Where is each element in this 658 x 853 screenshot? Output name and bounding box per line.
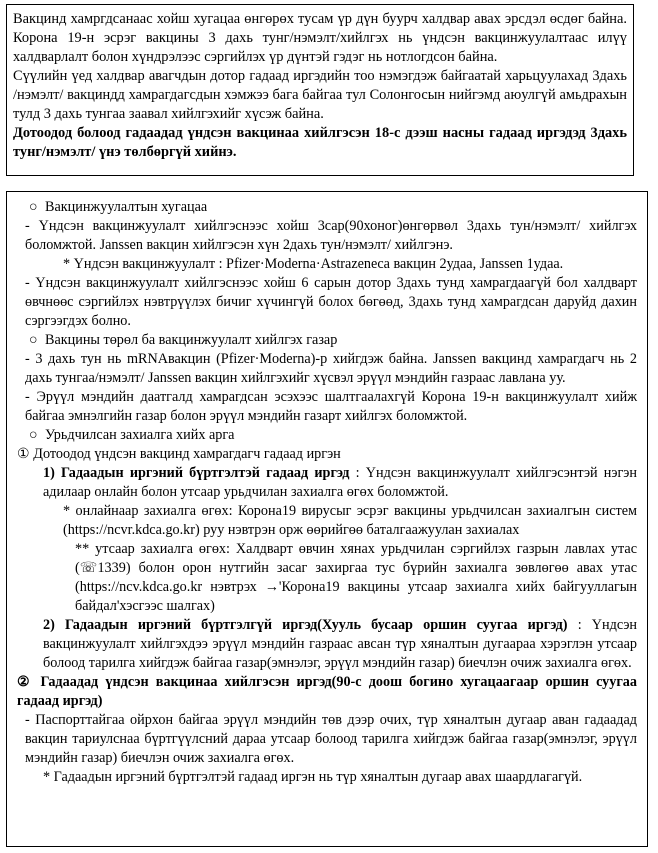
category-2-item: - Паспорттайгаа ойрхон байгаа эрүүл мэндийн төв дээр очих, түр хяналтын дугаар аван гадаадад вакцин тариулснаа бүртгүүлсний дараа утсаар болоод тарилга хийгдэж байгаа газар(эмнэлэг, эрүүл мэндийн газар) биечлэн очиж захиалга өгөх. [25,712,637,766]
reservation-registered: 1) Гадаадын иргэний бүртгэлтэй гадаад иргэд : Үндсэн вакцинжуулалт хийлгэсэнтэй нэгэн адилаар онлайн болон утсаар урьдчилан захиалга өгөх боломжтой. [43,465,637,500]
circle-bullet-icon: ○ [29,427,38,443]
circled-one-icon: ① [17,446,30,462]
period-item-2: - Үндсэн вакцинжуулалт хийлгэснээс хойш 6 сарын дотор 3дахь тунд хамрагдаагүй бол халдварт өвчнөөс сэргийлэх нэвтрүүлэх бичиг хүчингүй болох бөгөөд, 3дахь тунд хамрагдсан даруйд дахин сэргээгдэх болно. [25,275,637,329]
circle-bullet-icon: ○ [29,332,38,348]
type-item-2: - Эрүүл мэндийн даатгалд хамрагдсан эсэхээс шалтгаалахгүй Корона 19-н вакцинжуулалт хийж байгаа эмнэлгийн газар болон эрүүл мэндийн газарт хийлгэх боломжтой. [25,389,637,424]
circle-bullet-icon: ○ [29,199,38,215]
period-note: * Үндсэн вакцинжуулалт : Pfizer·Moderna·Astrazeneca вакцин 2удаа, Janssen 1удаа. [63,256,564,272]
phone-reservation-note: ** утсаар захиалга өгөх: Халдварт өвчин хянах урьдчилан сэргийлэх газрын лавлах утас (☏1339) болон орон нутгийн засаг захиргаа тус бүрийн захиалга зөвлөгөө авах утас (https://ncv.kdca.go.kr нэвтрэх →'Корона19 вакцины утсаар захиалга хийх байгууллагын байдал'хэсгээс шалгах) [75,541,637,614]
section-reservation: ○ Урьдчилсан захиалга хийх арга [29,427,235,443]
category-1-heading: ① Дотоодод үндсэн вакцинд хамрагдагч гадаад иргэн [17,446,341,462]
period-item-1: - Үндсэн вакцинжуулалт хийлгэснээс хойш 3сар(90хоног)өнгөрвөл 3дахь тун/нэмэлт/ хийлгэх боломжтой. Janssen вакцин хийлгэсэн хүн 2дахь тун/нэмэлт/ хийлгэнэ. [25,218,637,253]
notice-paragraph-2: Сүүлийн үед халдвар авагчдын дотор гадаад иргэдийн тоо нэмэгдэж байгаатай харьцуулахад 3дахь /нэмэлт/ вакциндд хамрагдагсдын хэмжээ бага байгаа тул Солонгосын нийгэмд аюулгүй амьдрахын тулд 3 дахь тунгаа заавал хийлгэхийг хүсэж байна. [13,68,627,122]
category-2-heading: ② Гадаадад үндсэн вакцинаа хийлгэсэн иргэд(90-с доош богино хугацаагаар оршин суугаа гадаад иргэд) [17,674,637,709]
details-box [6,191,648,847]
notice-box [6,4,634,176]
notice-paragraph-3: Дотоодод болоод гадаадад үндсэн вакцинаа хийлгэсэн 18-с дээш насны гадаад иргэдэд 3дахь тунг/нэмэлт/ үнэ төлбөргүй хийнэ. [13,125,627,160]
online-reservation-note: * онлайнаар захиалга өгөх: Корона19 вирусыг эсрэг вакцины урьдчилсан захиалгын систем (https://ncvr.kdca.go.kr) руу нэвтрэн орж өөрийгөө баталгаажуулан захиалах [63,503,637,538]
section-vaccine-type: ○ Вакцины төрөл ба вакцинжуулалт хийлгэх газар [29,332,338,348]
circled-two-icon: ② [17,674,34,690]
section-period: ○ Вакцинжуулалтын хугацаа [29,199,208,215]
category-2-note: * Гадаадын иргэний бүртгэлтэй гадаад иргэн нь түр хяналтын дугаар авах шаардлагагүй. [43,769,583,785]
reservation-unregistered: 2) Гадаадын иргэний бүртгэлгүй иргэд(Хууль бусаар оршин суугаа иргэд) : Үндсэн вакцинжуулалт хийлгэхдээ эрүүл мэндийн газраас авсан түр хяналтын дугаараа хэрэглэн утсаар болоод тарилга хийгдэж байгаа газар(эмнэлэг, эрүүл мэндийн газар) биечлэн очиж захиалга өгөх. [43,617,638,671]
type-item-1: - 3 дахь тун нь mRNAвакцин (Pfizer·Moderna)-р хийгдэж байна. Janssen вакцинд хамрагдагч нь 2 дахь тунгаа/нэмэлт/ Janssen вакцин хийлгэхийг хүсвэл эрүүл мэндийн газраас лавлана уу. [25,351,637,386]
notice-paragraph-1: Вакцинд хамргдсанаас хойш хугацаа өнгөрөх тусам үр дүн буурч халдвар авах эрсдэл өсдөг байна. Корона 19-н эсрэг вакцины 3 дахь тунг/нэмэлт/хийлгэх нь үндсэн вакцинжуулалтаас илүү халдварлалт болон хүндрэлээс сэргийлэх үр дүнтэй гэдэг нь нотлогдсон байна. [13,11,627,65]
